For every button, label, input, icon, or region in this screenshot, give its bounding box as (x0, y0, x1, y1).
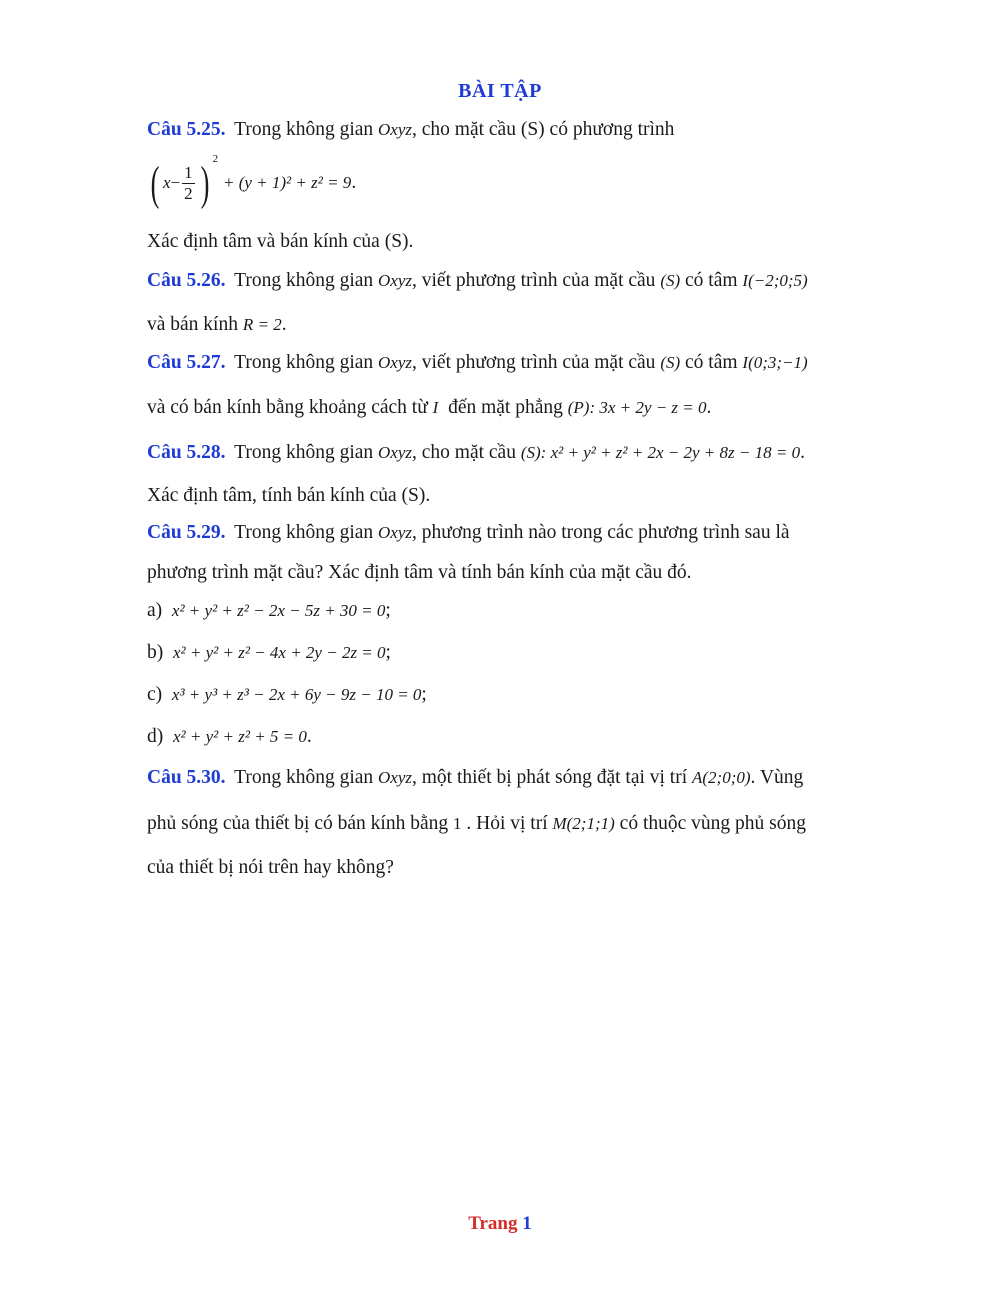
q526-line1: Câu 5.26. Trong không gian Oxyz, viết phương trình của mặt cầu (S) có tâm I(−2;0;5) (147, 270, 808, 291)
q529-line2: phương trình mặt cầu? Xác định tâm và tính bán kính của mặt cầu đó. (147, 562, 692, 583)
q529-label: Câu 5.29. (147, 522, 226, 543)
q529-option-b: b) x² + y² + z² − 4x + 2y − 2z = 0; (147, 642, 391, 663)
q525-line3: Xác định tâm và bán kính của (S). (147, 231, 414, 252)
q530-line1: Câu 5.30. Trong không gian Oxyz, một thiết bị phát sóng đặt tại vị trí A(2;0;0). Vùng (147, 767, 804, 788)
q528-label: Câu 5.28. (147, 442, 226, 463)
q529-line1: Câu 5.29. Trong không gian Oxyz, phương trình nào trong các phương trình sau là (147, 522, 790, 543)
q529-option-c: c) x³ + y³ + z³ − 2x + 6y − 9z − 10 = 0; (147, 684, 427, 705)
fraction-one-half: $\frac{1}{2}$ (184, 163, 193, 204)
q525-line1: Câu 5.25. Trong không gian Oxyz, cho mặt cầu (S) có phương trình (147, 119, 675, 140)
q528-line1: Câu 5.28. Trong không gian Oxyz, cho mặt cầu (S): x² + y² + z² + 2x − 2y + 8z − 18 = 0. (147, 442, 805, 463)
q530-label: Câu 5.30. (147, 767, 226, 788)
page-footer (0, 1213, 1000, 1235)
q529-option-d: d) x² + y² + z² + 5 = 0. (147, 726, 312, 747)
q530-line3: của thiết bị nói trên hay không? (147, 857, 394, 878)
oxyz-symbol: Oxyz (378, 120, 412, 139)
page-title: BÀI TẬP (458, 80, 542, 102)
q529-option-a: a) x² + y² + z² − 2x − 5z + 30 = 0; (147, 600, 391, 621)
q526-label: Câu 5.26. (147, 270, 226, 291)
q525-label: Câu 5.25. (147, 119, 226, 140)
q528-line2: Xác định tâm, tính bán kính của (S). (147, 485, 431, 506)
q530-line2: phủ sóng của thiết bị có bán kính bằng 1 . Hỏi vị trí M(2;1;1) có thuộc vùng phủ sóng (147, 813, 806, 834)
q526-line2: và bán kính R = 2. (147, 314, 287, 335)
q527-label: Câu 5.27. (147, 352, 226, 373)
q527-line1: Câu 5.27. Trong không gian Oxyz, viết phương trình của mặt cầu (S) có tâm I(0;3;−1) (147, 352, 808, 373)
page-number: 1 (522, 1213, 532, 1234)
footer-label: Trang (468, 1213, 518, 1234)
q527-line2: và có bán kính bằng khoảng cách từ I đến mặt phẳng (P): 3x + 2y − z = 0. (147, 397, 712, 418)
q525-equation: ( x− $\frac{1}{2}$ ) $^2$ + (y + 1)² + z² = 9. (150, 153, 357, 210)
